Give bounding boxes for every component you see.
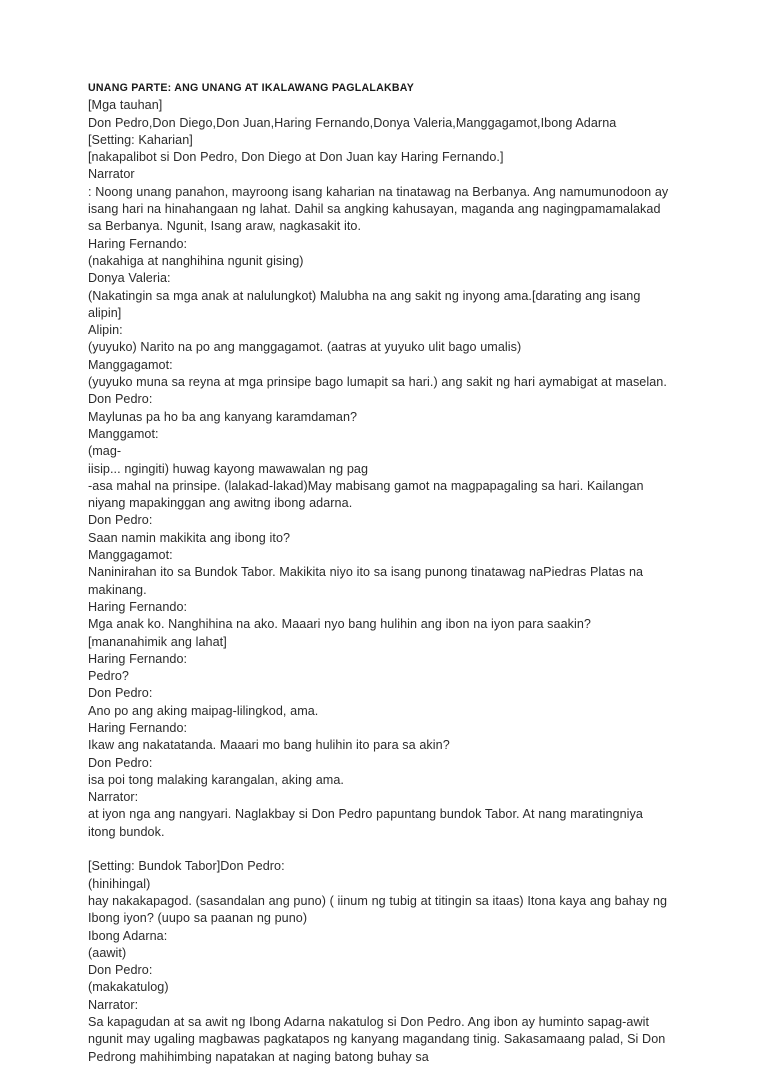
speaker-cue-line: Manggamot:: [88, 426, 159, 441]
dialogue-line: Saan namin makikita ang ibong ito?: [88, 530, 291, 545]
dialogue-line: at iyon nga ang nangyari. Naglakbay si Don Pedro papuntang bundok Tabor. At nang maratingniya itong bundok.: [88, 807, 643, 839]
dialogue-line: (Nakatingin sa mga anak at nalulungkot) Malubha na ang sakit ng inyong ama.[darating ang isang alipin]: [88, 288, 641, 320]
dialogue-line: Ano po ang aking maipag-lilingkod, ama.: [88, 703, 319, 718]
speaker-cue-line: Haring Fernando:: [88, 236, 188, 251]
speaker-cue-line: Manggagamot:: [88, 548, 173, 563]
dialogue-line: Pedro?: [88, 669, 129, 684]
dialogue-line: (nakahiga at nanghihina ngunit gising): [88, 253, 304, 268]
speaker-cue-line: Don Pedro:: [88, 686, 153, 701]
stage-direction-line: [Mga tauhan]: [88, 98, 163, 113]
dialogue-line: Mga anak ko. Nanghihina na ako. Maaari nyo bang hulihin ang ibon na iyon para saakin?[mananahimik ang lahat]: [88, 617, 591, 649]
speaker-cue-line: Don Pedro:: [88, 392, 153, 407]
dialogue-line: (hinihingal): [88, 876, 151, 891]
speaker-cue-line: Haring Fernando:: [88, 651, 188, 666]
speaker-cue-line: Manggagamot:: [88, 357, 173, 372]
speaker-cue-line: Alipin:: [88, 323, 123, 338]
dialogue-line: (makakatulog): [88, 980, 169, 995]
dialogue-line: (aawit): [88, 945, 127, 960]
dialogue-line: Ikaw ang nakatatanda. Maaari mo bang hulihin ito para sa akin?: [88, 738, 450, 753]
dialogue-line: (yuyuko) Narito na po ang manggagamot. (aatras at yuyuko ulit bago umalis): [88, 340, 522, 355]
dialogue-line: (mag-: [88, 444, 122, 459]
document-title: UNANG PARTE: ANG UNANG AT IKALAWANG PAGLALAKBAY: [88, 82, 415, 94]
document-lines: [88, 97, 670, 1066]
dialogue-line: Maylunas pa ho ba ang kanyang karamdaman?: [88, 409, 358, 424]
speaker-cue-line: Don Pedro:: [88, 755, 153, 770]
dialogue-line: Sa kapagudan at sa awit ng Ibong Adarna nakatulog si Don Pedro. Ang ibon ay huminto sapag-awit ngunit may ugaling magbawas pagkatapos ng kanyang magandang tinig. Sakasamaang palad, Si Don Pedrong mahihimbing napatakan at naging batong buhay sa: [88, 1015, 666, 1064]
dialogue-line: Naninirahan ito sa Bundok Tabor. Makikita niyo ito sa isang punong tinatawag naPiedras Platas na makinang.: [88, 565, 644, 597]
speaker-cue-line: Haring Fernando:: [88, 599, 188, 614]
speaker-cue-line: Don Pedro:: [88, 963, 153, 978]
dialogue-line: : Noong unang panahon, mayroong isang kaharian na tinatawag na Berbanya. Ang namumunodoon ay isang hari na hinahangaan ng lahat. Dahil sa angking kahusayan, maganda ang nagingpamamalakad sa Berbanya. Ngunit, Isang araw, nagkasakit ito.: [88, 184, 669, 234]
document-body: [88, 80, 670, 1066]
dialogue-line: hay nakakapagod. (sasandalan ang puno) ( iinum ng tubig at titingin sa itaas) Itona kaya ang bahay ng Ibong iyon? (uupo sa paanan ng puno): [88, 893, 668, 926]
stage-direction-line: [Setting: Kaharian]: [88, 132, 193, 147]
dialogue-line: (yuyuko muna sa reyna at mga prinsipe bago lumapit sa hari.) ang sakit ng hari aymabigat at maselan.: [88, 375, 667, 390]
dialogue-line: isa poi tong malaking karangalan, aking ama.: [88, 772, 344, 787]
speaker-cue-line: Haring Fernando:: [88, 720, 188, 735]
speaker-cue-line: Donya Valeria:: [88, 271, 171, 286]
speaker-cue-line: Narrator: [88, 167, 135, 182]
stage-direction-line: [nakapalibot si Don Pedro, Don Diego at Don Juan kay Haring Fernando.]: [88, 150, 504, 165]
speaker-cue-line: Narrator:: [88, 997, 139, 1012]
dialogue-line: iisip... ngingiti) huwag kayong mawawalan ng pag: [88, 461, 369, 476]
dialogue-line: -asa mahal na prinsipe. (lalakad-lakad)May mabisang gamot na magpapagaling sa hari. Kailangan niyang mapakinggan ang awitng ibong adarna.: [88, 478, 644, 511]
dialogue-line: Don Pedro,Don Diego,Don Juan,Haring Fernando,Donya Valeria,Manggagamot,Ibong Adarna: [88, 115, 617, 130]
speaker-cue-line: Don Pedro:: [88, 513, 153, 528]
speaker-cue-line: Narrator:: [88, 790, 139, 805]
speaker-cue-line: Ibong Adarna:: [88, 928, 168, 943]
blank-line: [88, 841, 670, 858]
stage-direction-line: [Setting: Bundok Tabor]Don Pedro:: [88, 859, 285, 874]
